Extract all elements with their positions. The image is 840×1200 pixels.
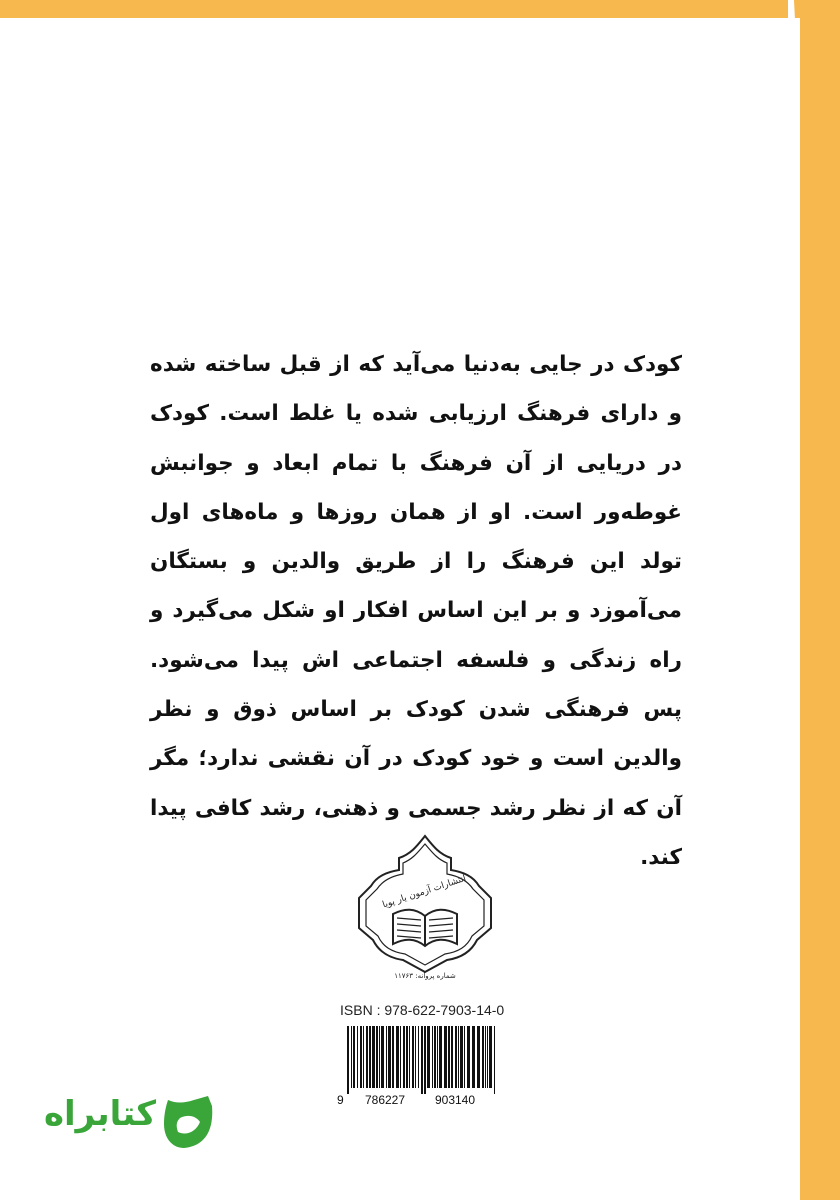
barcode-bar	[458, 1026, 459, 1088]
isbn-barcode	[333, 1024, 503, 1108]
barcode-bar	[451, 1026, 453, 1088]
barcode-bar	[381, 1026, 384, 1088]
barcode-bar	[421, 1026, 423, 1094]
barcode-bar	[412, 1026, 414, 1088]
barcode-bar	[372, 1026, 375, 1088]
orange-border-top	[0, 0, 840, 20]
barcode-bar	[464, 1026, 465, 1088]
barcode-bar	[494, 1026, 495, 1094]
publisher-license: شماره پروانه: ۱۱۷۶۳	[394, 972, 456, 980]
barcode-bar	[432, 1026, 433, 1088]
publisher-name: انتشارات آزمون یار پویا	[381, 873, 468, 911]
brand-name: کتابراه	[43, 1094, 156, 1134]
book-leaf-icon	[158, 1092, 218, 1152]
barcode-bar	[403, 1026, 405, 1088]
barcode-bar	[455, 1026, 457, 1088]
barcode-bar	[467, 1026, 470, 1088]
barcode-bar	[489, 1026, 492, 1088]
ketabrah-logo	[26, 1088, 226, 1160]
barcode-bar	[434, 1026, 436, 1088]
barcode-bar	[427, 1026, 430, 1088]
publisher-emblem	[355, 832, 495, 982]
barcode-bar	[472, 1026, 475, 1088]
barcode-bar	[415, 1026, 416, 1088]
barcode-bar	[360, 1026, 362, 1088]
barcode-bar	[448, 1026, 450, 1088]
barcode-bar	[439, 1026, 442, 1088]
barcode-bar	[366, 1026, 368, 1088]
barcode-group1: 786227	[364, 1093, 406, 1107]
barcode-bar	[409, 1026, 410, 1088]
barcode-bar	[353, 1026, 355, 1088]
isbn-label: ISBN : 978-622-7903-14-0	[340, 1002, 505, 1018]
barcode-bar	[400, 1026, 401, 1088]
barcode-bar	[477, 1026, 480, 1088]
barcode-bar	[406, 1026, 408, 1088]
barcode-bar	[386, 1026, 387, 1088]
back-cover-text: کودک در جایی به‌دنیا می‌آید که از قبل ساخته شده و دارای فرهنگ ارزیابی شده یا غلط است. کودک در دریایی از آن فرهنگ با تمام ابعاد و جوانبش غوطه‌ور است. او از همان روزها و ماه‌های اول تولد این فرهنگ را از طریق والدین و بستگان می‌آموزد و بر این اساس افکار او شکل می‌گیرد و راه زندگی و فلسفه اجتماعی اش پیدا می‌شود. پس فرهنگی شدن کودک بر اساس ذوق و نظر والدین است و خود کودک در آن نقشی ندارد؛ مگر آن که از نظر رشد جسمی و ذهنی، رشد کافی پیدا کند.	[150, 352, 682, 870]
barcode-bar	[351, 1026, 352, 1088]
barcode-bar	[460, 1026, 463, 1088]
barcode-bar	[392, 1026, 394, 1088]
barcode-bar	[424, 1026, 426, 1094]
barcode-bar	[388, 1026, 391, 1088]
barcode-bar	[379, 1026, 380, 1088]
barcode-bar	[482, 1026, 484, 1088]
barcode-bar	[363, 1026, 364, 1088]
barcode-bar	[396, 1026, 399, 1088]
barcode-first-digit: 9	[337, 1093, 344, 1107]
barcode-group2: 903140	[434, 1093, 476, 1107]
barcode-bar	[437, 1026, 438, 1088]
barcode-bar	[418, 1026, 419, 1088]
barcode-bar	[487, 1026, 488, 1088]
barcode-bar	[444, 1026, 447, 1088]
barcode-bar	[485, 1026, 486, 1088]
barcode-bar	[369, 1026, 371, 1088]
barcode-bar	[357, 1026, 358, 1088]
barcode-bar	[376, 1026, 378, 1088]
barcode-bar	[347, 1026, 349, 1094]
torn-paper-edge	[788, 0, 802, 1200]
